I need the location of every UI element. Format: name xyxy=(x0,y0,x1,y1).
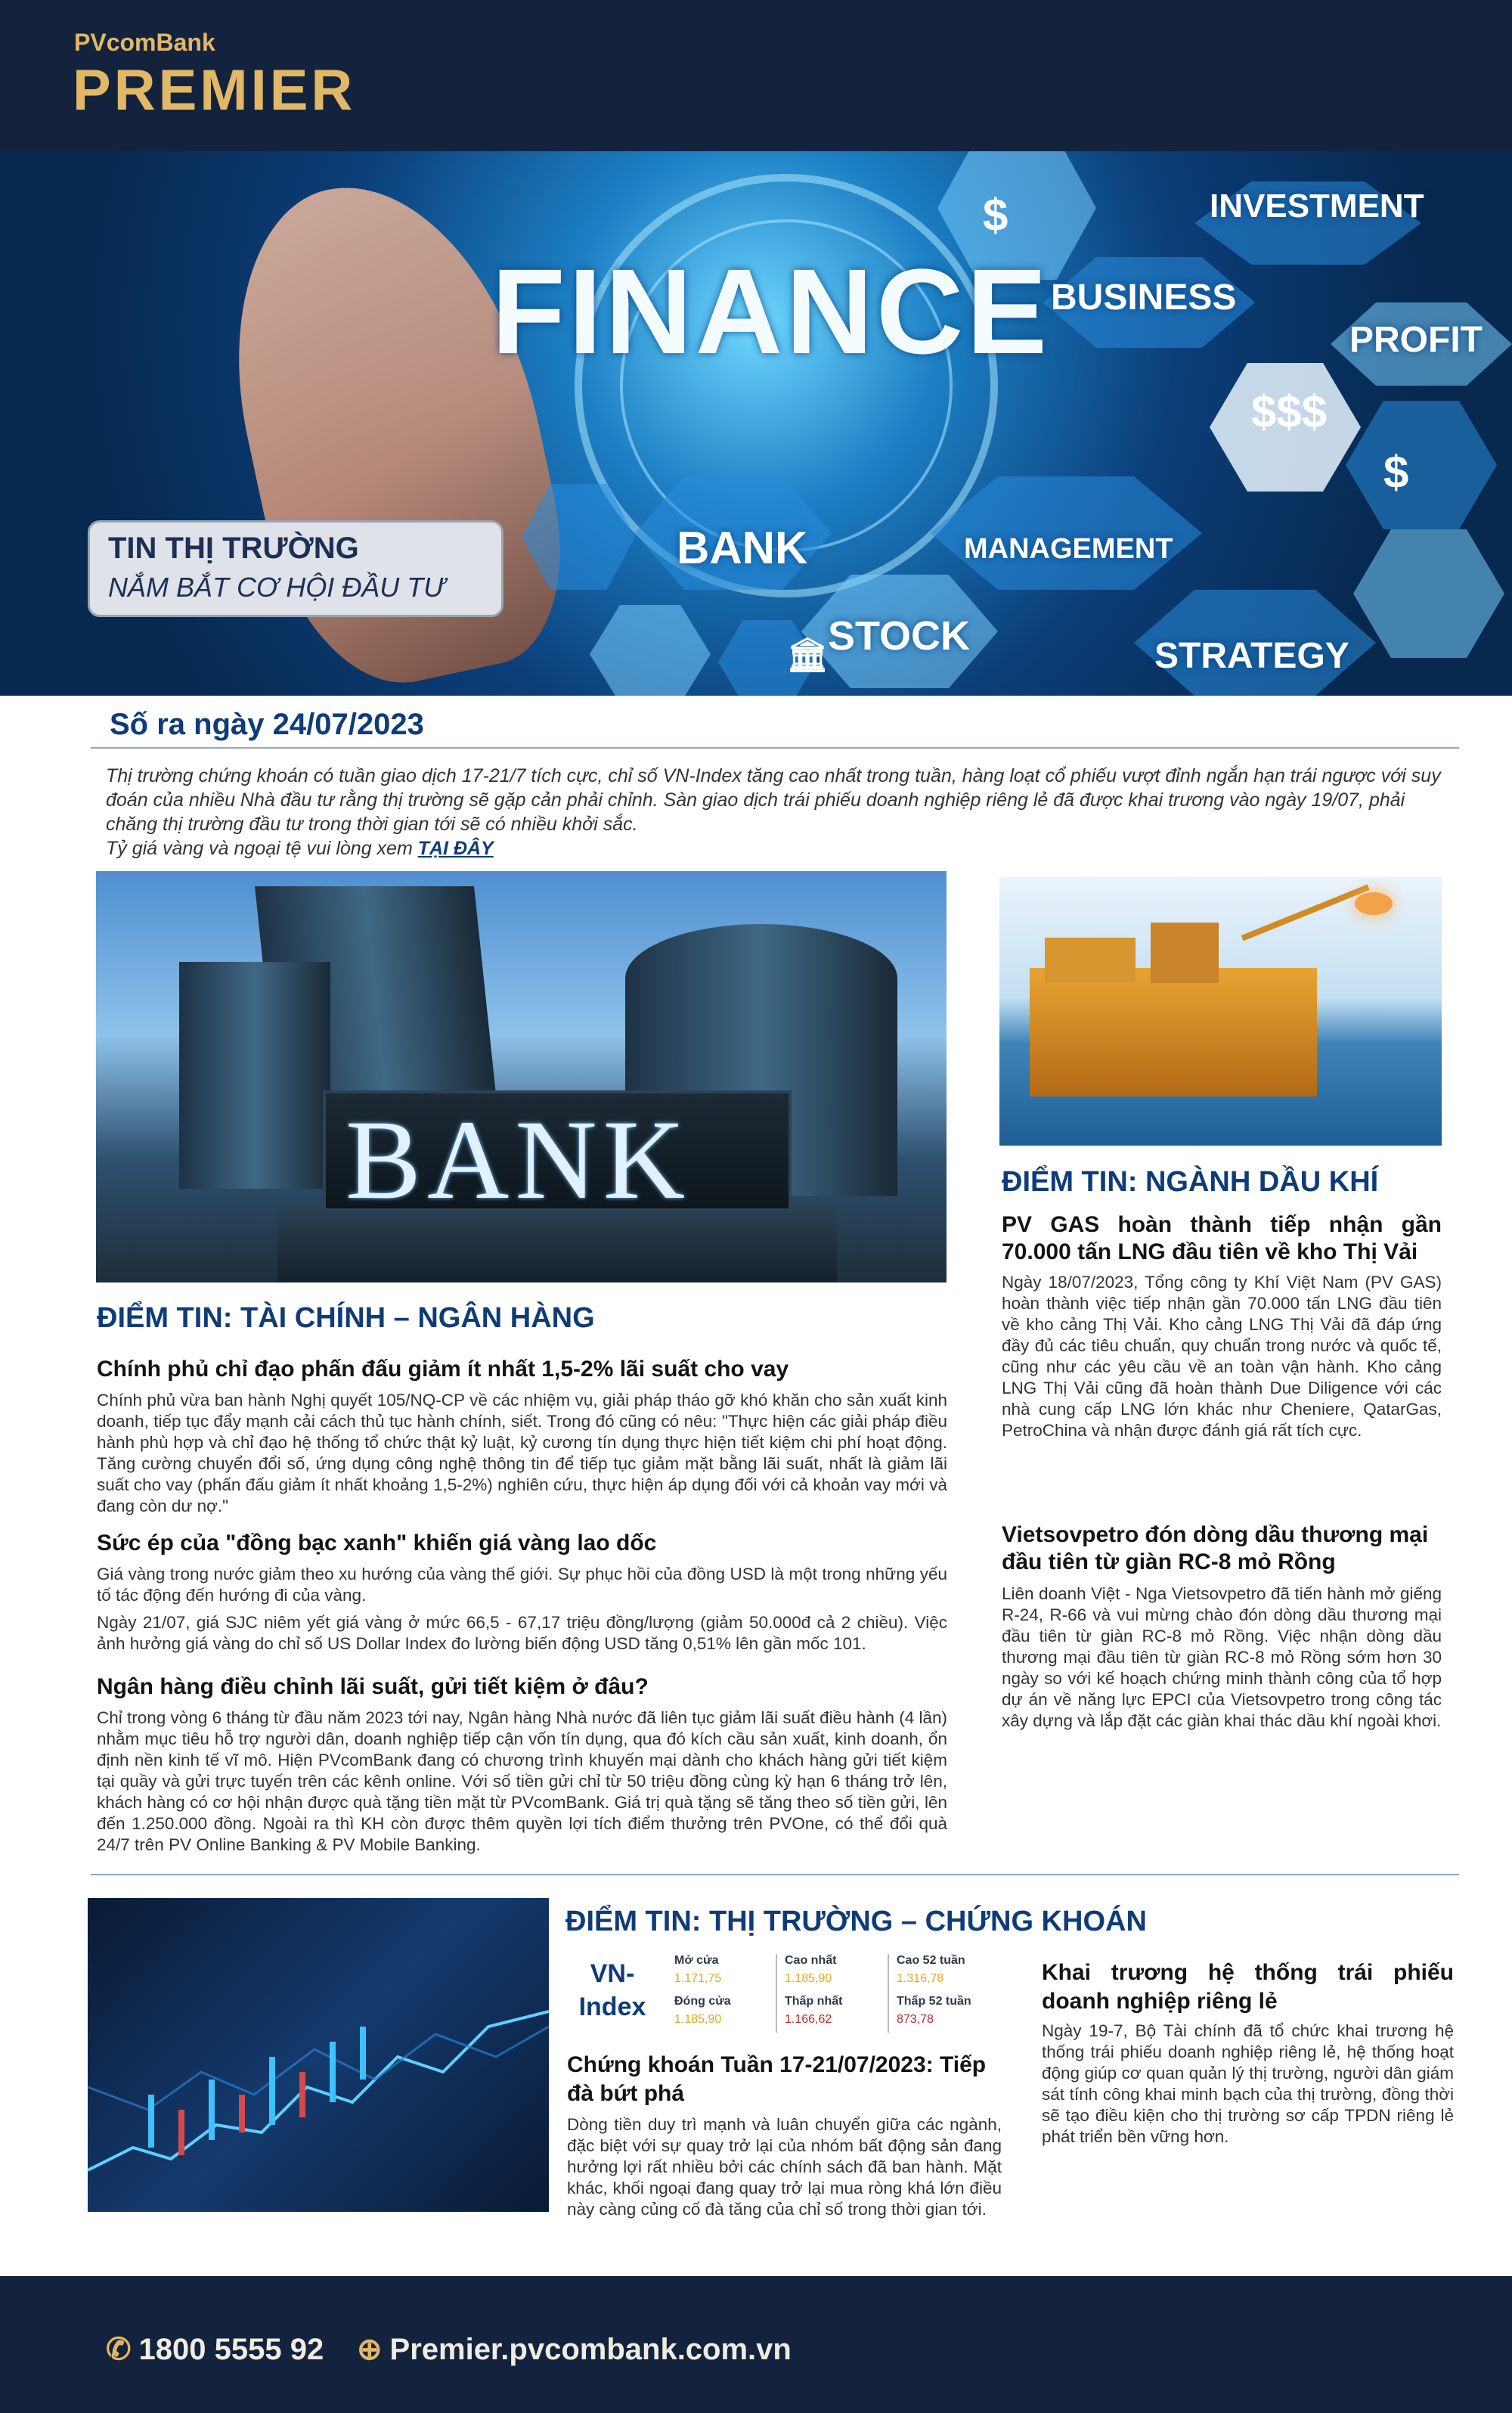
money-bag-icon: $ xyxy=(1383,447,1409,498)
rig-module xyxy=(1151,923,1219,983)
stock-section-title: ĐIỂM TIN: THỊ TRƯỜNG – CHỨNG KHOÁN xyxy=(565,1906,1147,1937)
footer-phone[interactable] xyxy=(106,2332,324,2367)
vn-low52-label: Thấp 52 tuần xyxy=(897,1995,971,2008)
phone-icon: ✆ xyxy=(106,2333,132,2366)
candle xyxy=(360,2027,366,2080)
vn-high-value: 1.185,90 xyxy=(785,1972,832,1985)
candle xyxy=(269,2057,275,2125)
finance-article-2-body-2: Ngày 21/07, giá SJC niêm yết giá vàng ở mức 66,5 - 67,17 triệu đồng/lượng (giảm 50.000đ cả 2 chiều). Việc ảnh hưởng giá vàng do chỉ số US Dollar Index đo lường biến động USD tăng 0,51% lên gần mốc 101. xyxy=(97,1613,947,1653)
stock-article-2-body: Ngày 19-7, Bộ Tài chính đã tổ chức khai trương hệ thống trái phiếu doanh nghiệp riêng lẻ, hệ thống hoạt động giúp cơ quan quản lý thị trường, người dân giám sát tính công khai minh bạch của thị trường, đồng thời sẽ tạo điều kiện cho thị trường sơ cấp TPDN riêng lẻ phát triển bền vững hơn. xyxy=(1042,2021,1454,2146)
vn-close-label: Đóng cửa xyxy=(674,1995,731,2008)
rig-flare xyxy=(1355,892,1393,915)
vn-low-value: 1.166,62 xyxy=(785,2013,832,2026)
candle xyxy=(178,2110,184,2155)
page-header xyxy=(0,0,1512,151)
hero-word-strategy: STRATEGY xyxy=(1154,636,1349,676)
bank-sign-text: BANK xyxy=(345,1097,692,1223)
intro-text: Thị trường chứng khoán có tuần giao dịch 17-21/7 tích cực, chỉ số VN-Index tăng cao nhất trong tuần, hàng loạt cổ phiếu vượt đỉnh ngắn hạn trái ngược với suy đoán của nhiều Nhà đầu tư rằng thị trường sẽ gặp cản phải chỉnh. Sàn giao dịch trái phiếu doanh nghiệp riêng lẻ đã được khai trương vào ngày 19/07, phải chăng thị trường đầu tư trong thời gian tới sẽ có nhiều khởi sắc. xyxy=(106,765,1441,835)
vn-open xyxy=(674,1954,788,1986)
hex-tile xyxy=(590,605,711,696)
divider xyxy=(91,747,1459,749)
stock-chart-lines xyxy=(88,1898,549,2212)
candle xyxy=(209,2080,215,2140)
globe-icon: ⊕ xyxy=(357,2333,383,2366)
oil-section-title: ĐIỂM TIN: NGÀNH DẦU KHÍ xyxy=(1002,1166,1379,1198)
vn-low-label: Thấp nhất xyxy=(785,1995,843,2008)
oil-rig-image xyxy=(999,877,1442,1146)
hero-word-business: BUSINESS xyxy=(1051,278,1237,318)
candle xyxy=(239,2095,245,2132)
oil-article-1-body: Ngày 18/07/2023, Tổng công ty Khí Việt Nam (PV GAS) hoàn thành việc tiếp nhận gần 70.000 tấn LNG đầu tiên về kho cảng Thị Vải. Kho cảng LNG Thị Vải đã đáp ứng đầy đủ các tiêu chuẩn, quy chuẩn trong nước và quốc tế, cũng như các yêu cầu về an toàn vận hành. Kho cảng LNG Thị Vải cũng đã hoàn thành Due Diligence với các nhà cung cấp LNG lớn khác như Cheniere, QatarGas, PetroChina và nhận được đánh giá rất tích cực. xyxy=(1002,1273,1442,1440)
candle xyxy=(330,2042,336,2102)
vn-low52-value: 873,78 xyxy=(897,2013,934,2026)
oil-article-2-headline[interactable]: Vietsovpetro đón dòng dầu thương mại đầu tiên từ giàn RC-8 mỏ Rồng xyxy=(1002,1522,1429,1574)
stock-chart-image xyxy=(88,1898,549,2212)
rate-text: Tỷ giá vàng và ngoại tệ vui lòng xem xyxy=(106,838,418,859)
stock-article-2-headline[interactable]: Khai trương hệ thống trái phiếu doanh nghiệp riêng lẻ xyxy=(1042,1960,1454,2014)
vn-high52-value: 1.316,78 xyxy=(897,1972,944,1985)
brand-logo-premier: PREMIER xyxy=(73,58,356,123)
bank-building-icon: 🏛 xyxy=(786,637,829,674)
finance-section-title: ĐIỂM TIN: TÀI CHÍNH – NGÂN HÀNG xyxy=(97,1302,595,1334)
vn-separator xyxy=(776,1954,777,2033)
candle xyxy=(299,2072,305,2117)
hero-word-management: MANAGEMENT xyxy=(964,533,1173,565)
hero-word-profit: PROFIT xyxy=(1349,320,1483,360)
hex-tile xyxy=(1346,401,1497,529)
footer-phone-text: 1800 5555 92 xyxy=(138,2333,324,2366)
vn-close-value: 1.185,90 xyxy=(674,2013,722,2026)
hero-word-bank: BANK xyxy=(677,523,808,573)
hex-tile xyxy=(1353,529,1504,658)
candle xyxy=(148,2095,154,2148)
hero-label-subtitle: NẮM BẮT CƠ HỘI ĐẦU TƯ xyxy=(108,572,445,603)
hero-word-finance: FINANCE xyxy=(491,243,1051,379)
finance-article-1-headline[interactable]: Chính phủ chỉ đạo phấn đấu giảm ít nhất 1,5-2% lãi suất cho vay xyxy=(97,1357,789,1382)
footer-website-text: Premier.pvcombank.com.vn xyxy=(389,2333,792,2366)
hero-label-title: TIN THỊ TRƯỜNG xyxy=(108,532,359,565)
vn-high-label: Cao nhất xyxy=(785,1954,837,1967)
vn-low xyxy=(785,1995,898,2027)
oil-article-1-headline[interactable]: PV GAS hoàn thành tiếp nhận gần 70.000 tấn LNG đầu tiên về kho Thị Vải xyxy=(1002,1212,1442,1264)
vn-open-value: 1.171,75 xyxy=(674,1972,722,1985)
vn-high-52w xyxy=(897,1954,1010,1986)
hero-word-investment: INVESTMENT xyxy=(1210,188,1424,225)
vn-low-52w xyxy=(897,1995,1010,2027)
finance-article-2-body-1: Giá vàng trong nước giảm theo xu hướng của vàng thế giới. Sự phục hồi của đồng USD là một trong những yếu tố tác động đến hướng đi của vàng. xyxy=(97,1565,947,1605)
oil-article-2-body: Liên doanh Việt - Nga Vietsovpetro đã tiến hành mở giếng R-24, R-66 và vui mừng chào đón dòng dầu thương mại đầu tiên từ giàn RC-8 mỏ Rồng. Việc nhận dòng dầu thương mại đầu tiên từ giàn RC-8 mỏ Rồng sớm hơn 30 ngày so với kế hoạch chứng minh thành công của tổ hợp dự án về năng lực EPCI của Vietsovpetro trong công tác xây dựng và lắp đặt các giàn khai thác dầu khí ngoài khơi. xyxy=(1002,1584,1442,1730)
dollar-icon: $ xyxy=(983,190,1009,240)
finance-article-3-body: Chỉ trong vòng 6 tháng từ đầu năm 2023 tới nay, Ngân hàng Nhà nước đã liên tục giảm lãi suất điều hành (4 lần) nhằm mục tiêu hỗ trợ người dân, doanh nghiệp tiếp cận vốn tín dụng, qua đó kích cầu sản xuất, kinh doanh, ổn định nền kinh tế vĩ mô. Hiện PVcomBank đang có chương trình khuyến mại dành cho khách hàng gửi tiết kiệm tại quầy và gửi trực tuyến trên các kênh online. Với số tiền gửi chỉ từ 50 triệu đồng cùng kỳ hạn 6 tháng trở lên, khách hàng có cơ hội nhận được quà tặng tiền mặt từ PVcomBank. Giá trị quà tặng sẽ tăng theo số tiền gửi, lên đến 1.250.000 đồng. Ngoài ra thì KH còn được thêm quyền lợi tích điểm thưởng trên PVOne, có thể đổi quà 24/7 trên PV Online Banking & PV Mobile Banking. xyxy=(97,1708,947,1854)
finance-article-2-headline[interactable]: Sức ép của "đồng bạc xanh" khiến giá vàng lao dốc xyxy=(97,1531,657,1555)
page-footer xyxy=(0,2276,1512,2413)
money-bag-icon: $$$ xyxy=(1251,386,1328,437)
bank-building-image xyxy=(96,871,947,1282)
rate-line xyxy=(106,836,1459,861)
stock-article-1-headline[interactable]: Chứng khoán Tuần 17-21/07/2023: Tiếp đà bứt phá xyxy=(567,2052,987,2106)
intro-paragraph xyxy=(106,764,1459,861)
hero-label-box xyxy=(88,520,503,617)
vn-open-label: Mở cửa xyxy=(674,1954,719,1967)
vn-index-label: VN-Index xyxy=(578,1959,646,2021)
brand-logo-small: PVcomBank xyxy=(74,29,215,56)
divider xyxy=(91,1874,1459,1875)
vn-close xyxy=(674,1995,788,2027)
finance-article-1-body: Chính phủ vừa ban hành Nghị quyết 105/NQ-CP về các nhiệm vụ, giải pháp tháo gỡ khó khăn cho sản xuất kinh doanh, tiếp tục đẩy mạnh cải cách thủ tục hành chính, siết. Trong đó cũng có nêu: "Thực hiện các giải pháp điều hành phù hợp và chỉ đạo hệ thống tổ chức thật kỷ luật, kỷ cương tín dụng thực hiện tiết kiệm chi phí hoạt động. Tăng cường chuyển đổi số, ứng dụng công nghệ thông tin để tiếp tục giảm mặt bằng lãi suất, nhất là giảm lãi suất cho vay (phấn đấu giảm ít nhất khoảng 1,5-2%) nghiên cứu, thực hiện áp dụng đối với cả khoản vay mới và đang còn dư nợ." xyxy=(97,1391,947,1515)
hero-word-stock: STOCK xyxy=(828,613,971,659)
issue-date: Số ra ngày 24/07/2023 xyxy=(110,708,424,741)
vn-index-panel xyxy=(670,1954,1018,2039)
vn-high52-label: Cao 52 tuần xyxy=(897,1954,965,1967)
rig-module xyxy=(1045,938,1136,983)
vn-separator xyxy=(888,1954,889,2033)
vn-high xyxy=(785,1954,898,1986)
finance-article-3-headline[interactable]: Ngân hàng điều chỉnh lãi suất, gửi tiết kiệm ở đâu? xyxy=(97,1674,649,1699)
stock-article-1-body: Dòng tiền duy trì mạnh và luân chuyển giữa các ngành, đặc biệt với sự quay trở lại của nhóm bất động sản đang hưởng lợi rất nhiều bởi các chính sách đã ban hành. Mặt khác, khối ngoại đang quay trở lại mua ròng khá lớn điều này càng củng cố đà tăng của chỉ số trong thời gian tới. xyxy=(567,2115,1002,2219)
rate-link[interactable]: TẠI ĐÂY xyxy=(417,838,494,859)
footer-website[interactable] xyxy=(357,2332,792,2367)
tower-shape xyxy=(179,962,330,1189)
